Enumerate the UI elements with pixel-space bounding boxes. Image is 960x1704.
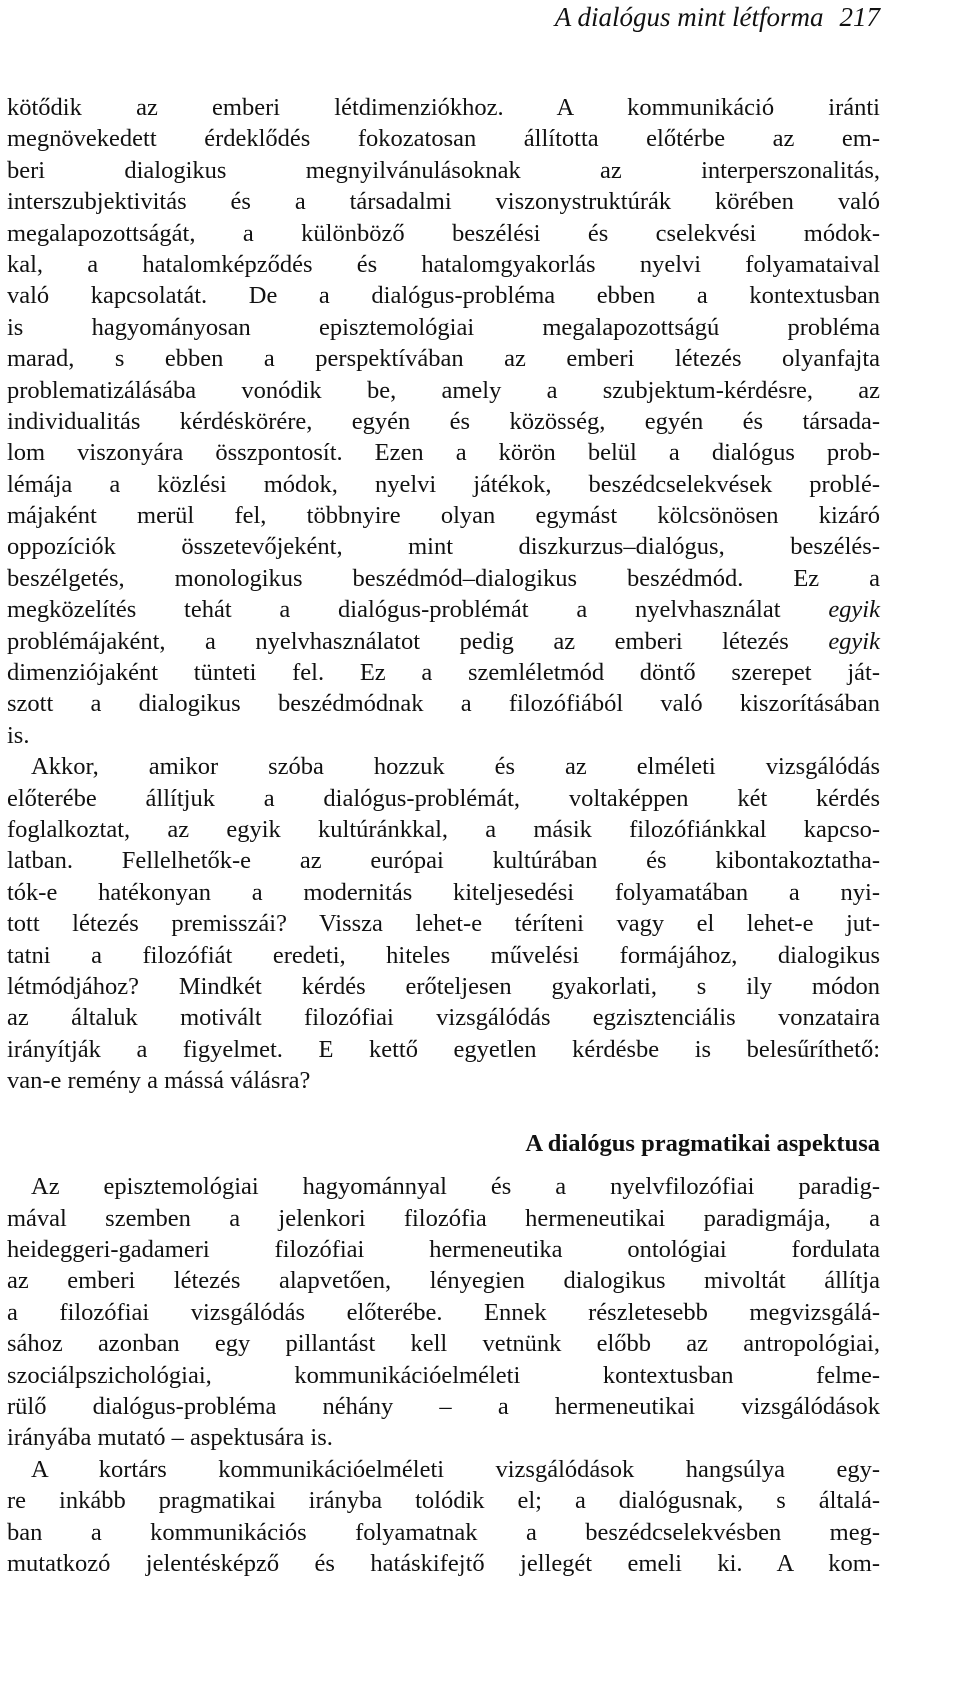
- text-line: marad, s ebben a perspektívában az emberi létezés olyanfajta: [7, 345, 880, 373]
- text-line: való kapcsolatát. De a dialógus-probléma ebben a kontextusban: [7, 282, 880, 310]
- text-line: kal, a hatalomképződés és hatalomgyakorlás nyelvi folyamataival: [7, 250, 880, 278]
- italic-word: egyik: [828, 596, 880, 624]
- text-line: oppozíciók összetevőjeként, mint diszkurzus–dialógus, beszélés-: [7, 533, 880, 561]
- text-line: megalapozottságát, a különböző beszélési és cselekvési módok-: [7, 219, 880, 247]
- italic-word: egyik: [828, 627, 880, 655]
- text-line: re inkább pragmatikai irányba tolódik el; a dialógusnak, s általá-: [7, 1487, 880, 1515]
- text-line: kötődik az emberi létdimenziókhoz. A kommunikáció iránti: [7, 94, 880, 121]
- text-line-with-italic: problémájaként, a nyelvhasználatot pedig az emberi létezés egyik: [7, 627, 880, 655]
- running-head-title: A dialógus mint létforma: [554, 2, 824, 32]
- text-line: mával szemben a jelenkori filozófia hermeneutikai paradigmája, a: [7, 1204, 880, 1232]
- text-line: problematizálásába vonódik be, amely a szubjektum-kérdésre, az: [7, 376, 880, 404]
- text-line: lémája a közlési módok, nyelvi játékok, beszédcselekvések problé-: [7, 470, 880, 498]
- text-line: beri dialogikus megnyilvánulásoknak az interperszonalitás,: [7, 156, 880, 184]
- text-line: szociálpszichológiai, kommunikációelméleti kontextusban felme-: [7, 1361, 880, 1389]
- text-line: sához azonban egy pillantást kell vetnünk előbb az antropológiai,: [7, 1330, 880, 1358]
- text-line: rülő dialógus-probléma néhány – a hermeneutikai vizsgálódások: [7, 1393, 880, 1421]
- text-line: a filozófiai vizsgálódás előterébe. Ennek részletesebb megvizsgálá-: [7, 1298, 880, 1326]
- section-heading: A dialógus pragmatikai aspektusa: [525, 1129, 880, 1157]
- text-line-with-italic: megközelítés tehát a dialógus-problémát a nyelvhasználat egyik: [7, 596, 880, 624]
- text-line: létmódjához? Mindkét kérdés erőteljesen gyakorlati, s ily módon: [7, 972, 880, 1000]
- text-line: beszélgetés, monologikus beszédmód–dialogikus beszédmód. Ez a: [7, 564, 880, 592]
- text-line: májaként merül fel, többnyire olyan egymást kölcsönösen kizáró: [7, 502, 880, 530]
- running-head: [555, 2, 880, 32]
- text-line: latban. Fellelhetők-e az európai kultúrában és kibontakoztatha-: [7, 847, 880, 875]
- body-text: [7, 92, 880, 1579]
- text-line: irányítják a figyelmet. E kettő egyetlen kérdésbe is belesűríthető:: [7, 1035, 880, 1063]
- text-line: is.: [7, 721, 30, 749]
- text-line: mutatkozó jelentésképző és hatáskifejtő jellegét emeli ki. A kom-: [7, 1549, 880, 1577]
- text-line: is hagyományosan episztemológiai megalapozottságú probléma: [7, 313, 880, 341]
- page-number: 217: [839, 2, 880, 32]
- text-line: tott létezés premisszái? Vissza lehet-e téríteni vagy el lehet-e jut-: [7, 910, 880, 938]
- text-line: ban a kommunikációs folyamatnak a beszédcselekvésben meg-: [7, 1518, 880, 1546]
- text-line: Akkor, amikor szóba hozzuk és az elméleti vizsgálódás: [31, 753, 880, 781]
- text-line: lom viszonyára összpontosít. Ezen a körön belül a dialógus prob-: [7, 439, 880, 467]
- text-line: van-e remény a mássá válásra?: [7, 1067, 311, 1095]
- text-line: foglalkoztat, az egyik kultúránkkal, a másik filozófiánkkal kapcso-: [7, 815, 880, 843]
- text-line: megnövekedett érdeklődés fokozatosan állította előtérbe az em-: [7, 125, 880, 153]
- text-line: tók-e hatékonyan a modernitás kiteljesedési folyamatában a nyi-: [7, 878, 880, 906]
- text-line: dimenziójaként tünteti fel. Ez a szemléletmód döntő szerepet ját-: [7, 659, 880, 687]
- text-line: heideggeri-gadameri filozófiai hermeneutika ontológiai fordulata: [7, 1236, 880, 1264]
- text-line: individualitás kérdéskörére, egyén és közösség, egyén és társada-: [7, 407, 880, 435]
- text-line: tatni a filozófiát eredeti, hiteles művelési formájához, dialogikus: [7, 941, 880, 969]
- text-line: az emberi létezés alapvetően, lényegien dialogikus mivoltát állítja: [7, 1267, 880, 1295]
- text-line: irányába mutató – aspektusára is.: [7, 1424, 333, 1452]
- text-line: interszubjektivitás és a társadalmi viszonystruktúrák körében való: [7, 188, 880, 216]
- text-line: szott a dialogikus beszédmódnak a filozófiából való kiszorításában: [7, 690, 880, 718]
- text-line: az általuk motivált filozófiai vizsgálódás egzisztenciális vonzataira: [7, 1004, 880, 1032]
- text-line: előterébe állítjuk a dialógus-problémát, voltaképpen két kérdés: [7, 784, 880, 812]
- text-line: Az episztemológiai hagyománnyal és a nyelvfilozófiai paradig-: [31, 1173, 880, 1201]
- text-line: A kortárs kommunikációelméleti vizsgálódások hangsúlya egy-: [31, 1455, 880, 1483]
